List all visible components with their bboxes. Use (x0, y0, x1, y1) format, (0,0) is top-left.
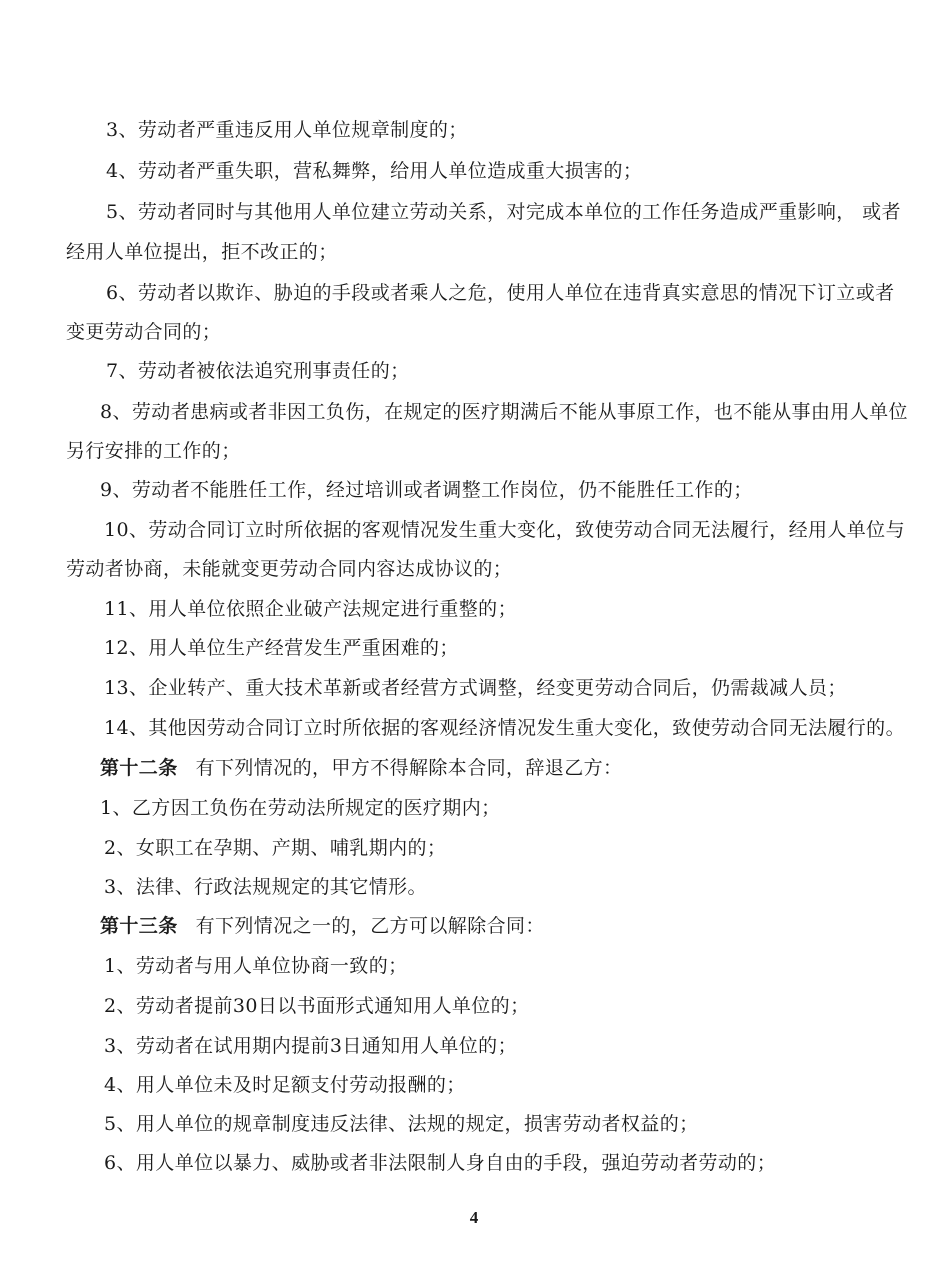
article-13-text: 有下列情况之一的，乙方可以解除合同： (195, 915, 545, 937)
page-number: 4 (469, 1208, 479, 1227)
list-item: 4、用人单位未及时足额支付劳动报酬的； (104, 1074, 466, 1096)
list-item: 7、劳动者被依法追究刑事责任的； (106, 360, 410, 382)
list-item-continuation: 另行安排的工作的； (66, 440, 241, 462)
list-item: 2、劳动者提前30日以书面形式通知用人单位的； (104, 995, 530, 1017)
list-item: 8、劳动者患病或者非因工负伤，在规定的医疗期满后不能从事原工作，也不能从事由用人单位 (100, 401, 908, 423)
list-item: 3、劳动者严重违反用人单位规章制度的； (106, 119, 468, 141)
list-item: 6、用人单位以暴力、威胁或者非法限制人身自由的手段，强迫劳动者劳动的； (104, 1152, 777, 1174)
article-13-line (0, 914, 948, 938)
list-item-continuation: 劳动者协商，未能就变更劳动合同内容达成协议的； (66, 558, 513, 580)
list-item: 11、用人单位依照企业破产法规定进行重整的； (104, 598, 517, 620)
article-12-heading: 第十二条 (100, 757, 178, 779)
list-item-continuation: 变更劳动合同的； (66, 321, 222, 343)
article-12-line (0, 756, 948, 780)
list-item: 1、劳动者与用人单位协商一致的； (104, 955, 408, 977)
list-item: 1、乙方因工负伤在劳动法所规定的医疗期内； (100, 797, 501, 819)
list-item: 6、劳动者以欺诈、胁迫的手段或者乘人之危，使用人单位在违背真实意思的情况下订立或者 (106, 282, 895, 304)
article-12-text: 有下列情况的，甲方不得解除本合同，辞退乙方： (195, 757, 623, 779)
list-item: 5、用人单位的规章制度违反法律、法规的规定，损害劳动者权益的； (104, 1113, 699, 1135)
list-item: 5、劳动者同时与其他用人单位建立劳动关系，对完成本单位的工作任务造成严重影响， 或者 (106, 201, 901, 223)
list-item: 9、劳动者不能胜任工作，经过培训或者调整工作岗位，仍不能胜任工作的； (100, 479, 753, 501)
list-item: 14、其他因劳动合同订立时所依据的客观经济情况发生重大变化，致使劳动合同无法履行的。 (104, 717, 905, 739)
list-item: 3、劳动者在试用期内提前3日通知用人单位的； (104, 1035, 517, 1057)
list-item-continuation: 经用人单位提出，拒不改正的； (66, 241, 338, 263)
list-item: 10、劳动合同订立时所依据的客观情况发生重大变化，致使劳动合同无法履行，经用人单位与 (104, 519, 905, 541)
list-item: 13、企业转产、重大技术革新或者经营方式调整，经变更劳动合同后，仍需裁减人员； (104, 677, 847, 699)
list-item: 3、法律、行政法规规定的其它情形。 (104, 876, 427, 898)
list-item: 4、劳动者严重失职，营私舞弊，给用人单位造成重大损害的； (106, 160, 643, 182)
list-item: 2、女职工在孕期、产期、哺乳期内的； (104, 837, 447, 859)
article-13-heading: 第十三条 (100, 915, 178, 937)
list-item: 12、用人单位生产经营发生严重困难的； (104, 637, 459, 659)
